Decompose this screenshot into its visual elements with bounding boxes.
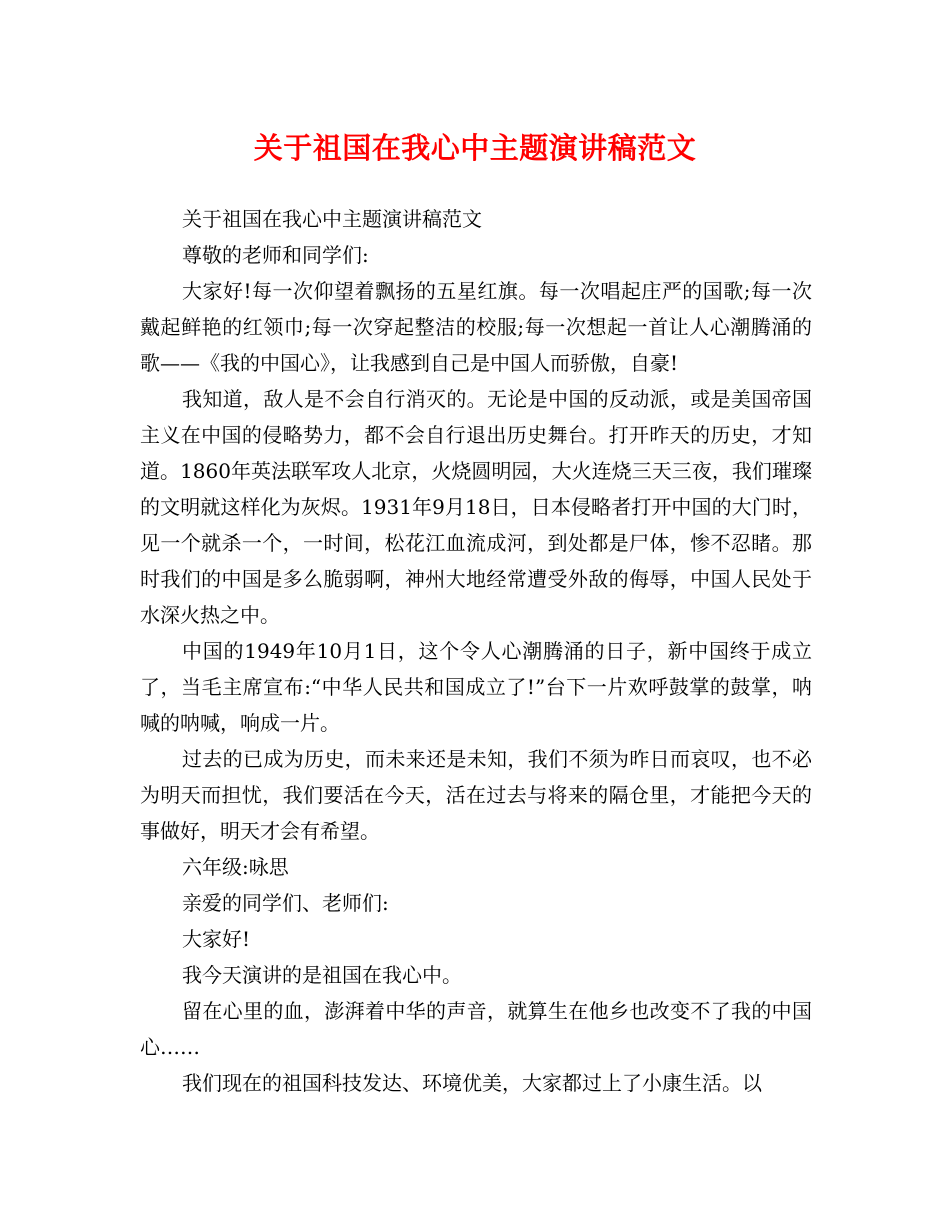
document-title: 关于祖国在我心中主题演讲稿范文: [253, 131, 697, 165]
paragraph: 我知道，敌人是不会自行消灭的。无论是中国的反动派，或是美国帝国主义在中国的侵略势力，都不会自行退出历史舞台。打开昨天的历史，才知道。1860年英法联军攻人北京，火烧圆明园，大火连烧三天三夜，我们璀璨的文明就这样化为灰烬。1931年9月18日，日本侵略者打开中国的大门时，见一个就杀一个，一时间，松花江血流成河，到处都是尸体，惨不忍睹。那时我们的中国是多么脆弱啊，神州大地经常遭受外敌的侮辱，中国人民处于水深火热之中。: [140, 387, 812, 627]
document-body: [140, 201, 812, 1101]
paragraph-salutation: 亲爱的同学们、老师们:: [182, 891, 389, 915]
paragraph: 我们现在的祖国科技发达、环境优美，大家都过上了小康生活。以: [182, 1071, 762, 1095]
paragraph: 过去的已成为历史，而未来还是未知，我们不须为昨日而哀叹，也不必为明天而担忧，我们要活在今天，活在过去与将来的隔仓里，才能把今天的事做好，明天才会有希望。: [140, 747, 812, 843]
paragraph: 中国的1949年10月1日，这个令人心潮腾涌的日子，新中国终于成立了，当毛主席宣布:“中华人民共和国成立了!”台下一片欢呼鼓掌的鼓掌，呐喊的呐喊，响成一片。: [140, 639, 812, 735]
paragraph-greeting: 大家好!: [182, 927, 251, 951]
paragraph: 大家好!每一次仰望着飘扬的五星红旗。每一次唱起庄严的国歌;每一次戴起鲜艳的红领巾;每一次穿起整洁的校服;每一次想起一首让人心潮腾涌的歌——《我的中国心》，让我感到自己是中国人而骄傲，自豪!: [140, 279, 812, 375]
paragraph-subtitle: 关于祖国在我心中主题演讲稿范文: [182, 207, 482, 231]
paragraph-salutation: 尊敬的老师和同学们:: [182, 243, 369, 267]
paragraph-author: 六年级:咏思: [182, 855, 289, 879]
paragraph: 我今天演讲的是祖国在我心中。: [182, 963, 462, 987]
paragraph: 留在心里的血，澎湃着中华的声音，就算生在他乡也改变不了我的中国心……: [140, 999, 812, 1059]
